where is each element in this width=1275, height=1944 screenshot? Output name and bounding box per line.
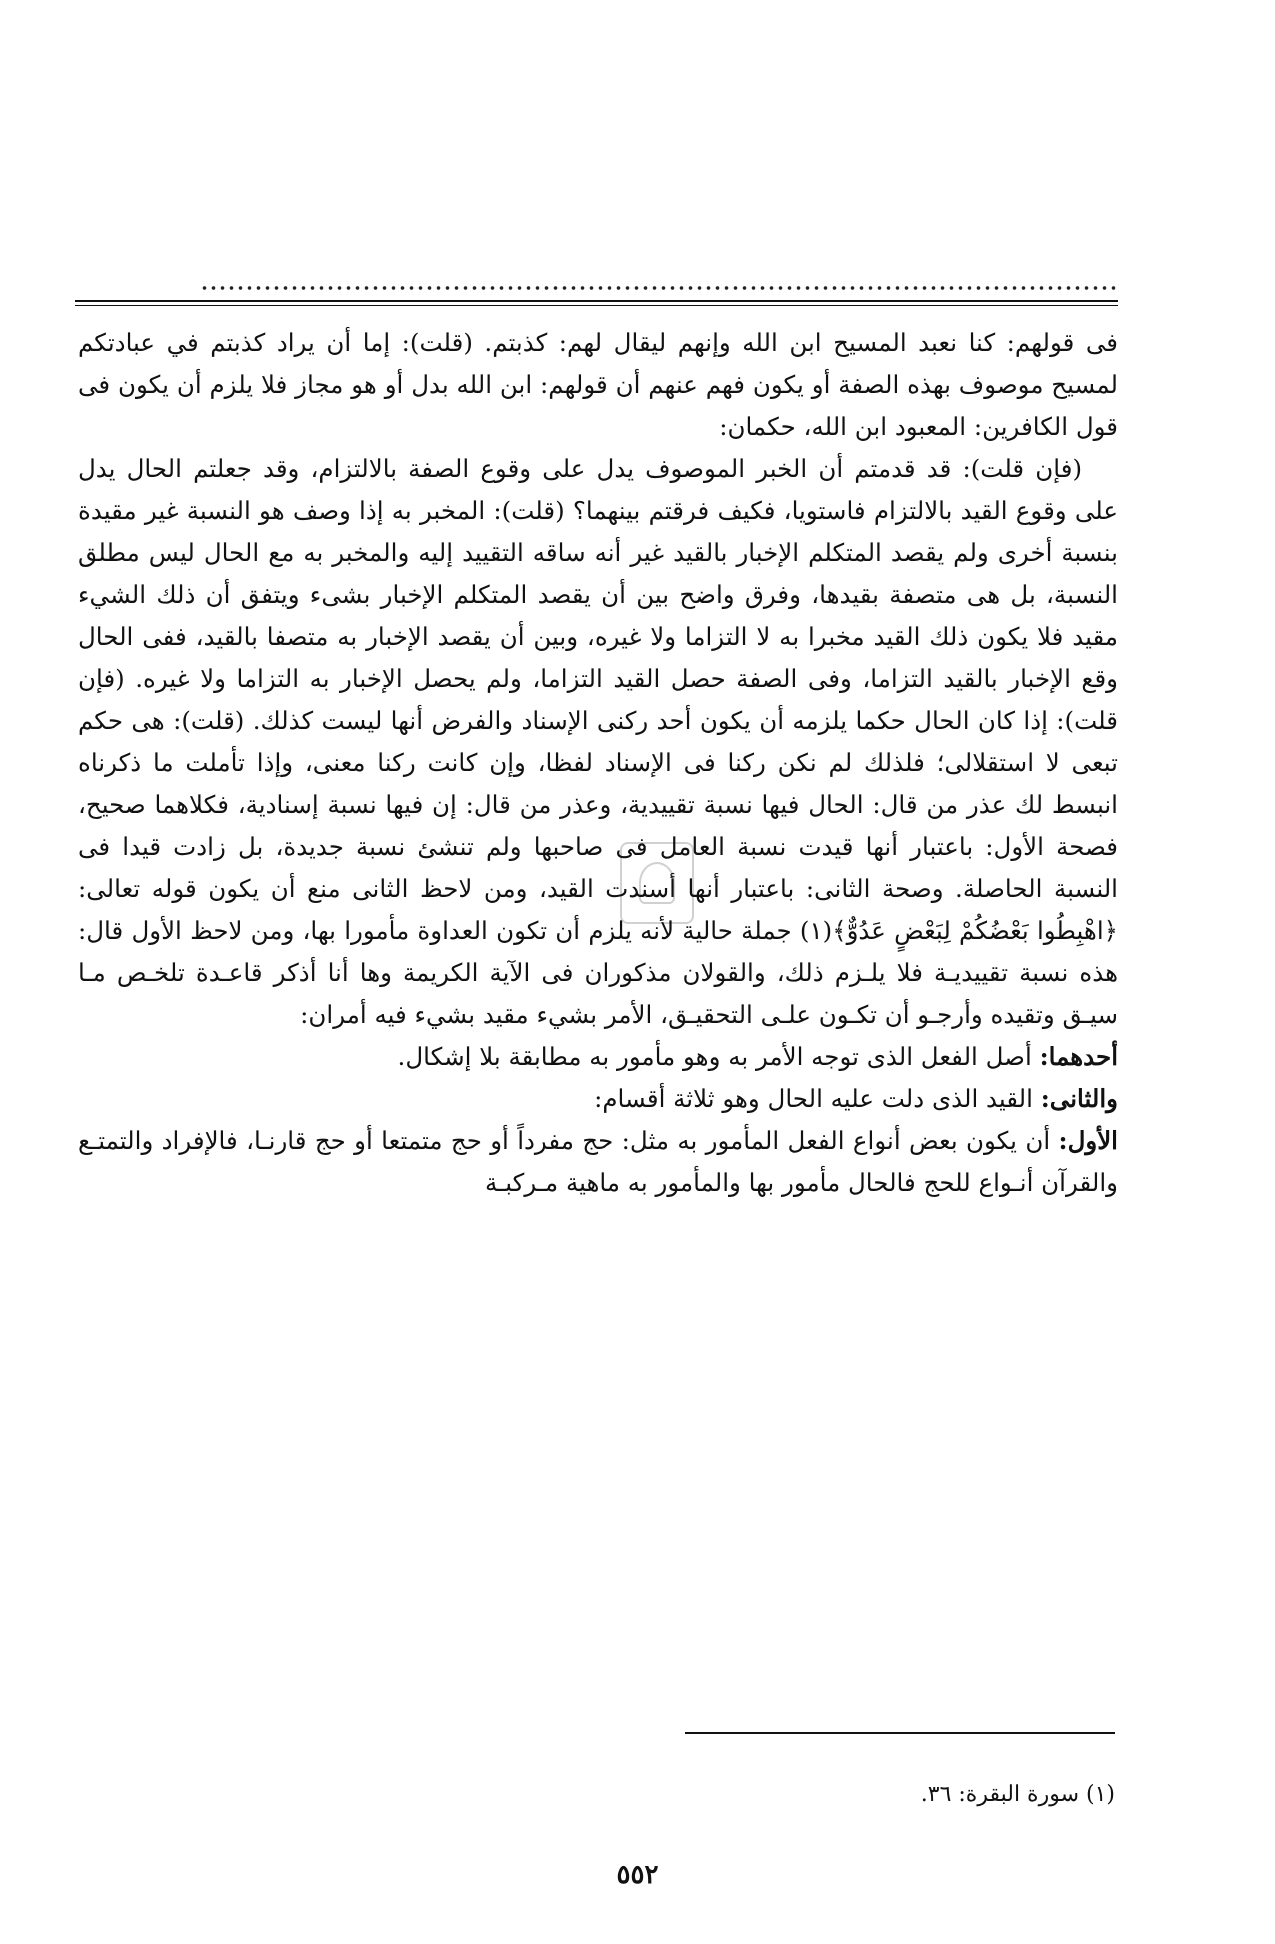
text-line: نسبة جديدة، بل زادت قيدا فى النسبة الحاصلة. وصحة الثانى: باعتبار أنها أسندت bbox=[78, 832, 1118, 903]
footnote-rule bbox=[685, 1732, 1115, 1734]
footnote: (١) سورة البقرة: ٣٦. bbox=[920, 1782, 1115, 1807]
item-second bbox=[78, 1078, 1118, 1120]
text-line: فى قولهم: كنا نعبد المسيح ابن الله وإنهم ليقال لهم: كذبتم. (قلت): إما أن يراد bbox=[276, 328, 1118, 357]
text-line: غير أنه ساقه التقييد إليه والمخبر به مع الحال ليس مطلق النسبة، بل هى متصفة bbox=[78, 538, 1118, 609]
main-text bbox=[78, 322, 1118, 1204]
text-line: عذر من قال: الحال فيها نسبة تقييدية، وعذر من قال: إن فيها نسبة إسنادية، bbox=[237, 790, 1007, 819]
text-line: جملة حالية لأنه يلزم أن تكون العداوة مأمورا بها، ومن لاحظ الأول قال: هذه نسبة bbox=[78, 916, 1118, 987]
text-line: الإخبار به التزاما ولا غيره. (فإن قلت): إذا كان الحال حكما يلزمه أن يكون أحد bbox=[78, 664, 1118, 735]
text-line: جعلتم الحال يدل على وقوع القيد بالالتزام فاستويا، فكيف فرقتم بينهما؟ (قلت): bbox=[78, 454, 1118, 525]
text-line: يكون ذلك القيد مخبرا به لا التزاما ولا غيره، وبين أن يقصد الإخبار به متصفا بالقيد، bbox=[195, 622, 1029, 651]
text-line: المخبر به إذا وصف هو النسبة غير مقيدة بنسبة أخرى ولم يقصد المتكلم الإخبار بالقيد bbox=[78, 496, 1118, 567]
item-text: أصل الفعل الذى توجه الأمر به وهو مأمور به مطابقة بلا إشكال. bbox=[397, 1042, 1040, 1071]
text-line: ففى الحال وقع الإخبار بالقيد التزاما، وفى الصفة حصل القيد التزاما، ولم يحصل bbox=[78, 622, 1118, 693]
header-rule-thin bbox=[75, 305, 1118, 306]
item-first bbox=[78, 1036, 1118, 1078]
text-line: فكلاهما صحيح، فصحة الأول: باعتبار أنها قيدت نسبة العامل فى صاحبها ولم تنشئ bbox=[78, 790, 1118, 861]
text-line: القيد، ومن لاحظ الثانى منع أن يكون قوله تعالى: ﴿اهْبِطُوا بَعْضُكُمْ لِبَعْضٍ عَدُوٌّ﴾(١) bbox=[78, 874, 1118, 945]
paragraph-1 bbox=[78, 322, 1118, 448]
text-line: مـا سيـق وتقيده وأرجـو أن تكـون علـى التحقيـق، الأمر بشيء مقيد بشيء فيه أمران: bbox=[78, 958, 1118, 1029]
text-line: تقييديـة فلا يلـزم ذلك، والقولان مذكوران فى الآية الكريمة وها أنا أذكر قاعـدة تلخـص bbox=[116, 958, 1009, 987]
item-text: أن يكون بعض أنواع الفعل المأمور به مثل: حج مفرداً أو حج متمتعا أو حج قارنـا، فالإفراد والتمتـع والقرآن أنـواع للحج فالحال مأمور بها والمأمور به ماهية مـركبـة bbox=[78, 1126, 1118, 1197]
dotted-separator bbox=[200, 283, 1118, 293]
item-third bbox=[78, 1120, 1118, 1204]
text-line: بدل أو هو مجاز فلا يلزم أن يكون فى قول الكافرين: المعبود ابن الله، حكمان: bbox=[78, 370, 1118, 441]
text-line: بقيدها، وفرق واضح بين أن يقصد المتكلم الإخبار بشىء ويتفق أن ذلك الشيء مقيد فلا bbox=[78, 580, 1118, 651]
paragraph-2 bbox=[78, 448, 1118, 1036]
header-rule bbox=[75, 300, 1118, 302]
text-line: (فإن قلت): قد قدمتم أن الخبر الموصوف يدل على وقوع الصفة بالالتزام، وقد bbox=[262, 454, 1082, 483]
text-line: نكن ركنا فى الإسناد لفظا، وإن كانت ركنا معنى، وإذا تأملت ما ذكرناه انبسط لك bbox=[78, 748, 1118, 819]
item-text: القيد الذى دلت عليه الحال وهو ثلاثة أقسام: bbox=[594, 1084, 1041, 1113]
text-line: ركنى الإسناد والفرض أنها ليست كذلك. (قلت): هى حكم تبعى لا استقلالى؛ فلذلك لم bbox=[78, 706, 1119, 777]
page-number: ٥٥٢ bbox=[616, 1860, 659, 1890]
item-label: والثانى: bbox=[1040, 1084, 1118, 1113]
text-line: كذبتم في عبادتكم لمسيح موصوف بهذه الصفة أو يكون فهم عنهم أن قولهم: ابن الله bbox=[78, 328, 1118, 399]
item-label: أحدهما: bbox=[1039, 1042, 1118, 1071]
item-label: الأول: bbox=[1058, 1126, 1118, 1155]
